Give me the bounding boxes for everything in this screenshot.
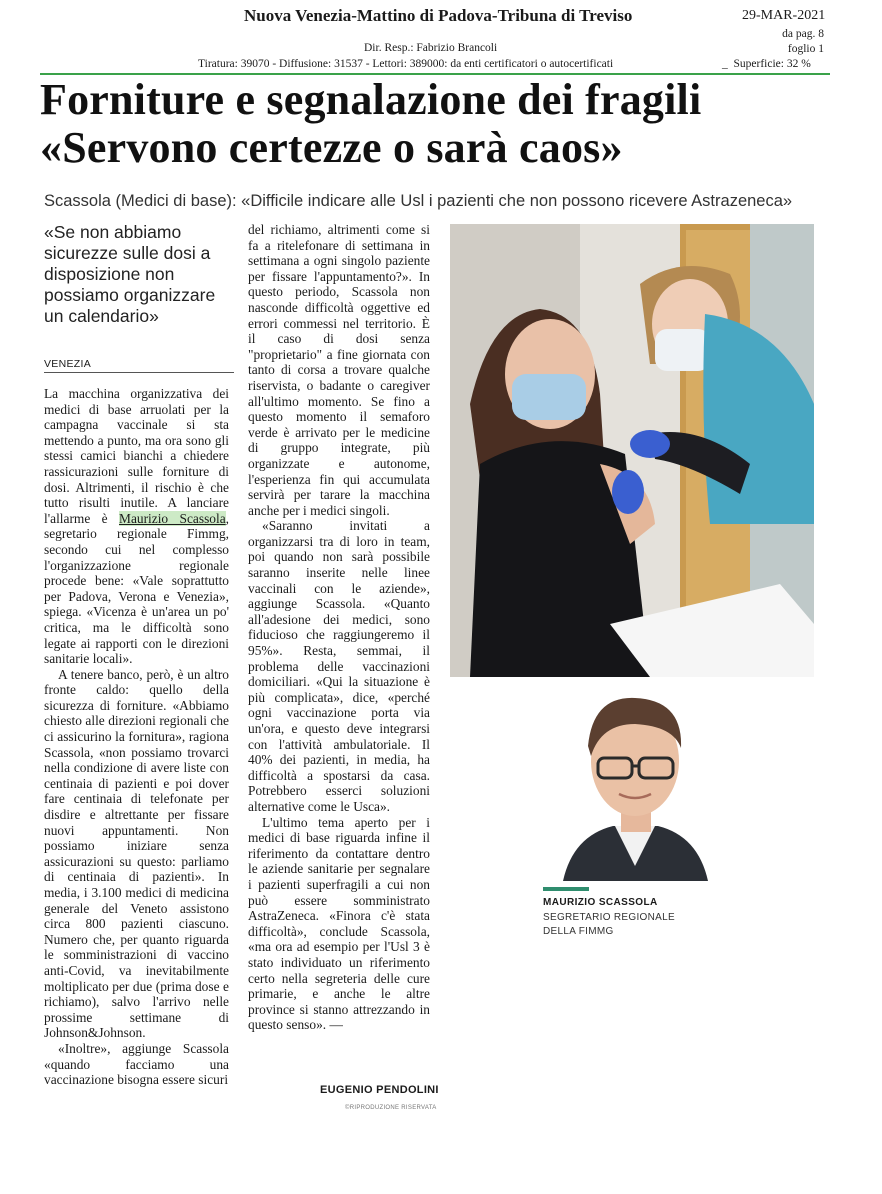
- highlighted-name: Maurizio Scassola: [119, 510, 226, 526]
- paragraph-text: , segretario regionale Fimmg, secondo cui nel complesso l'organizzazione regionale procede bene: «Vale soprattutto per Padova, Verona e Venezia», spiega. «Vicenza è un'area un po' critica, ma le difficoltà sono legate ai rapporti con le direzioni sanitarie locali».: [44, 510, 230, 667]
- headline-line-2: «Servono certezze o sarà caos»: [40, 123, 623, 172]
- caption-role: [543, 911, 675, 939]
- article-column-1: [44, 386, 229, 1088]
- copyright-notice: ©RIPRODUZIONE RISERVATA: [345, 1105, 437, 1111]
- portrait-photo: [543, 686, 728, 881]
- vaccination-illustration: [450, 224, 814, 677]
- caption-accent-bar: [543, 887, 589, 891]
- portrait-illustration: [543, 686, 728, 881]
- byline: EUGENIO PENDOLINI: [320, 1084, 439, 1096]
- vaccination-photo: [450, 224, 814, 677]
- page-info: [782, 27, 824, 57]
- pull-quote: «Se non abbiamo sicurezze sulle dosi a disposizione non possiamo organizzare un calendario»: [44, 222, 216, 326]
- page-number: da pag. 8: [782, 28, 824, 40]
- paragraph: «Inoltre», aggiunge Scassola «quando facciamo una vaccinazione bisogna essere sicuri: [44, 1040, 229, 1088]
- paragraph-text: La macchina organizzativa dei medici di base arruolati per la campagna vaccinale si sta mettendo a punto, ma ora sono gli stessi camici bianchi a chiedere rassicurazioni sulle forniture di dosi. Altrimenti, il rischio è che tutto risulti inutile. A lanciare l'allarme è: [44, 386, 229, 526]
- subheadline: Scassola (Medici di base): «Difficile indicare alle Usl i pazienti che non possono ricevere Astrazeneca»: [44, 192, 793, 210]
- caption-role-line-1: SEGRETARIO REGIONALE: [543, 912, 675, 923]
- surface-percentage: _ Superficie: 32 %: [722, 58, 811, 70]
- surface-text: Superficie: 32 %: [733, 58, 811, 70]
- article-column-2: [248, 222, 430, 1033]
- sheet-number: foglio 1: [787, 43, 824, 55]
- paragraph: [44, 386, 229, 667]
- paragraph: L'ultimo tema aperto per i medici di base riguarda infine il riferimento da contattare dentro le aziende sanitarie per segnalare i pazienti superfragili a cui non può essere somministrato AstraZeneca. «Finora c'è stata difficoltà», conclude Scassola, «ma ora ad esempio per l'Usl 3 è stato individuato un riferimento certo nella segreteria delle cure primarie, e anche le altre province si stanno attrezzando in questo senso». —: [248, 814, 430, 1033]
- circulation-stats: Tiratura: 39070 - Diffusione: 31537 - Lettori: 389000: da enti certificatori o autocertificati: [198, 58, 614, 70]
- director-line: Dir. Resp.: Fabrizio Brancoli: [364, 42, 498, 54]
- publication-date: 29-MAR-2021: [742, 8, 826, 23]
- newspaper-title: Nuova Venezia-Mattino di Padova-Tribuna di Treviso: [244, 6, 633, 25]
- caption-name: MAURIZIO SCASSOLA: [543, 897, 658, 908]
- paragraph: del richiamo, altrimenti come si fa a ritelefonare di settimana in settimana a ogni singolo paziente per fissare l'appuntamento?». In questo periodo, Scassola non nasconde difficoltà oggettive ed errori commessi nel territorio. È il caso di dosi senza "proprietario" a fine giornata con tanto di corsa a trovare qualche riservista, o badante o caregiver all'ultimo momento. Se fino a questo momento il semaforo verde è arrivato per le medicine di gruppo integrate, più organizzate e autonome, l'esperienza fin qui accumulata servirà per tarare la macchina anche per i medici singoli.: [248, 222, 430, 518]
- headline-line-1: Forniture e segnalazione dei fragili: [40, 75, 702, 124]
- paragraph: «Saranno invitati a organizzarsi tra di loro in team, poi quando non sarà possibile saranno inserite nelle linee vaccinali con le aziende», aggiunge Scassola. «Quanto all'adesione dei medici, sono fiducioso che raggiungeremo il 95%». Resta, semmai, il problema delle vaccinazioni domiciliari. «Qui la situazione è più complicata», dice, «perché ogni vaccinazione porta via un'ora, e questo deve integrarsi con l'attività ambulatoriale. Il 40% dei pazienti, in media, ha difficoltà a spostarsi da casa. Potrebbero esserci soluzioni alternative come le Usca».: [248, 518, 430, 814]
- paragraph: A tenere banco, però, è un altro fronte caldo: quello della sicurezza di forniture. «Abbiamo chiesto alle direzioni regionali che ci assicurino la fornitura», ragiona Scassola, «non possiamo trovarci nella condizione di avere liste con centinaia di pazienti e poi dover fare centinaia di telefonate per disdire e altrettante per fissare nuovi appuntamenti. Non possiamo iniziare senza assicurazioni su questo: parliamo di centinaia di pazienti». In media, i 3.100 medici di medicina generale del Veneto assistono circa 800 pazienti ciascuno. Numero che, per quanto riguarda le somministrazioni di vaccino anti-Covid, va inevitabilmente moltiplicato per due (prima dose e richiamo), salvo l'arrivo nelle prossime settimane di Johnson&Johnson.: [44, 666, 229, 1041]
- dateline: VENEZIA: [44, 358, 92, 370]
- caption-role-line-2: DELLA FIMMG: [543, 926, 614, 937]
- headline: [40, 76, 701, 172]
- dateline-divider: [44, 372, 234, 373]
